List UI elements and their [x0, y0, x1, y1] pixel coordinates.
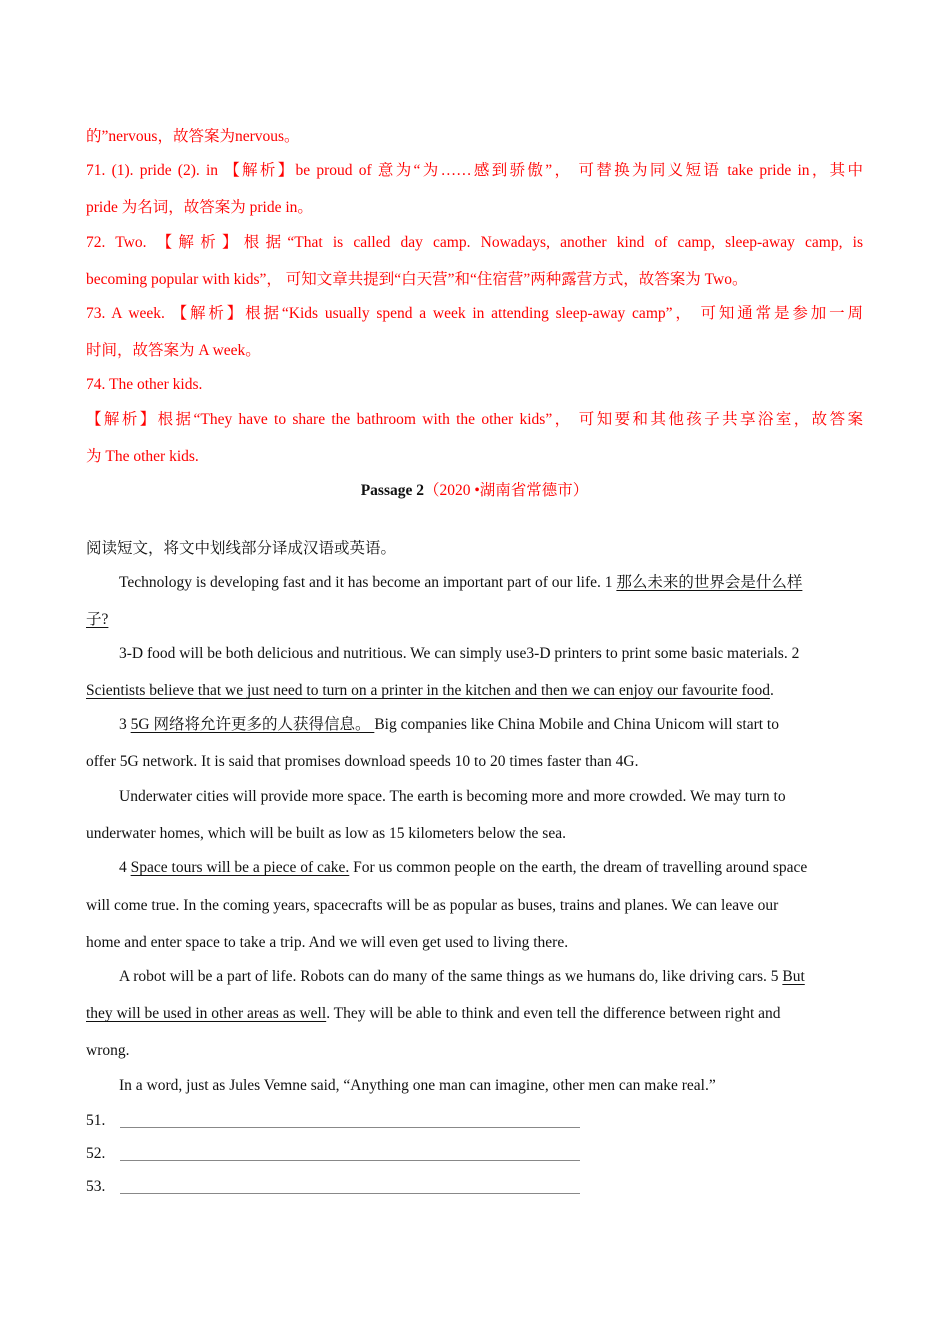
underlined-item-1: 那么未来的世界会是什么样: [616, 574, 803, 591]
blank-number: 52.: [86, 1145, 106, 1162]
paragraph-3-line1: [86, 715, 863, 735]
answer-74-line2: 【解析】根据“They have to share the bathroom with the other kids”， 可知要和其他孩子共享浴室，故答案: [86, 411, 863, 428]
blank-line: [120, 1127, 580, 1128]
paragraph-6-text-cont: . They will be able to think and even tell the difference between right and: [326, 1005, 781, 1022]
answer-blank-53: [86, 1177, 863, 1197]
answer-74-line3: 为 The other kids.: [86, 448, 199, 465]
passage-source: （2020 •湖南省常德市）: [423, 482, 589, 499]
paragraph-4-line2: underwater homes, which will be built as low as 15 kilometers below the sea.: [86, 825, 566, 842]
paragraph-2-period: .: [769, 682, 774, 699]
paragraph-6-line3: wrong.: [86, 1042, 130, 1059]
paragraph-6-line2: [86, 1004, 863, 1024]
item-4-number: 4: [119, 859, 131, 876]
blank-number: 53.: [86, 1178, 106, 1195]
item-3-number: 3: [119, 716, 131, 733]
answer-71-line1: 71. (1). pride (2). in 【解析】be proud of 意为“为……感到骄傲”， 可替换为同义短语 take pride in，其中: [86, 162, 863, 179]
paragraph-2-line1: 3-D food will be both delicious and nutritious. We can simply use3-D printers to print some basic materials. 2: [119, 645, 800, 662]
underlined-item-5: But: [782, 968, 805, 985]
answer-72-line2: becoming popular with kids”， 可知文章共提到“白天营”和“住宿营”两种露营方式，故答案为 Two。: [86, 271, 748, 288]
blank-line: [120, 1160, 580, 1161]
paragraph-6-line1: [86, 967, 863, 987]
answer-71-line2: pride 为名词，故答案为 pride in。: [86, 199, 313, 216]
paragraph-5-line2: will come true. In the coming years, spacecrafts will be as popular as buses, trains and planes. We can leave our: [86, 897, 779, 914]
paragraph-5-text: For us common people on the earth, the dream of travelling around space: [349, 859, 808, 876]
paragraph-3-line2: offer 5G network. It is said that promises download speeds 10 to 20 times faster than 4G.: [86, 753, 639, 770]
passage-title: [86, 481, 863, 501]
paragraph-1-text: Technology is developing fast and it has become an important part of our life. 1: [119, 574, 617, 591]
answer-73-line1: 73. A week. 【解析】根据“Kids usually spend a week in attending sleep-away camp”， 可知通常是参加一周: [86, 305, 863, 322]
paragraph-1-line1: [86, 573, 863, 593]
answer-blank-52: [86, 1144, 863, 1164]
paragraph-3-text: Big companies like China Mobile and China Unicom will start to: [374, 716, 779, 733]
blank-line: [120, 1193, 580, 1194]
underlined-item-2: Scientists believe that we just need to turn on a printer in the kitchen and then we can enjoy our favourite food: [86, 682, 770, 699]
paragraph-6-text: A robot will be a part of life. Robots can do many of the same things as we humans do, like driving cars. 5: [119, 968, 783, 985]
answer-70-tail: 的”nervous，故答案为nervous。: [86, 128, 300, 145]
underlined-item-5-cont: they will be used in other areas as well: [86, 1005, 327, 1022]
paragraph-1-line2: [86, 610, 863, 630]
paragraph-7-line1: In a word, just as Jules Vemne said, “Anything one man can imagine, other men can make real.”: [119, 1077, 716, 1094]
paragraph-5-line1: [86, 858, 863, 878]
paragraph-4-line1: Underwater cities will provide more space. The earth is becoming more and more crowded. We may turn to: [119, 788, 786, 805]
underlined-item-3: 5G 网络将允许更多的人获得信息。: [130, 716, 375, 733]
paragraph-5-line3: home and enter space to take a trip. And we will even get used to living there.: [86, 934, 569, 951]
underlined-item-4: Space tours will be a piece of cake.: [130, 859, 350, 876]
underlined-item-1-cont: 子?: [86, 611, 109, 628]
passage-instruction: 阅读短文，将文中划线部分译成汉语或英语。: [86, 540, 397, 557]
passage-title-label: Passage 2: [360, 482, 424, 499]
answer-74-line1: 74. The other kids.: [86, 376, 203, 393]
answer-blank-51: [86, 1111, 863, 1131]
paragraph-2-line2: [86, 681, 863, 701]
blank-number: 51.: [86, 1112, 106, 1129]
answer-73-line2: 时间，故答案为 A week。: [86, 342, 261, 359]
answer-72-line1: 72. Two. 【解析】根据“That is called day camp. Nowadays, another kind of camp, sleep-away camp, is: [86, 234, 863, 251]
